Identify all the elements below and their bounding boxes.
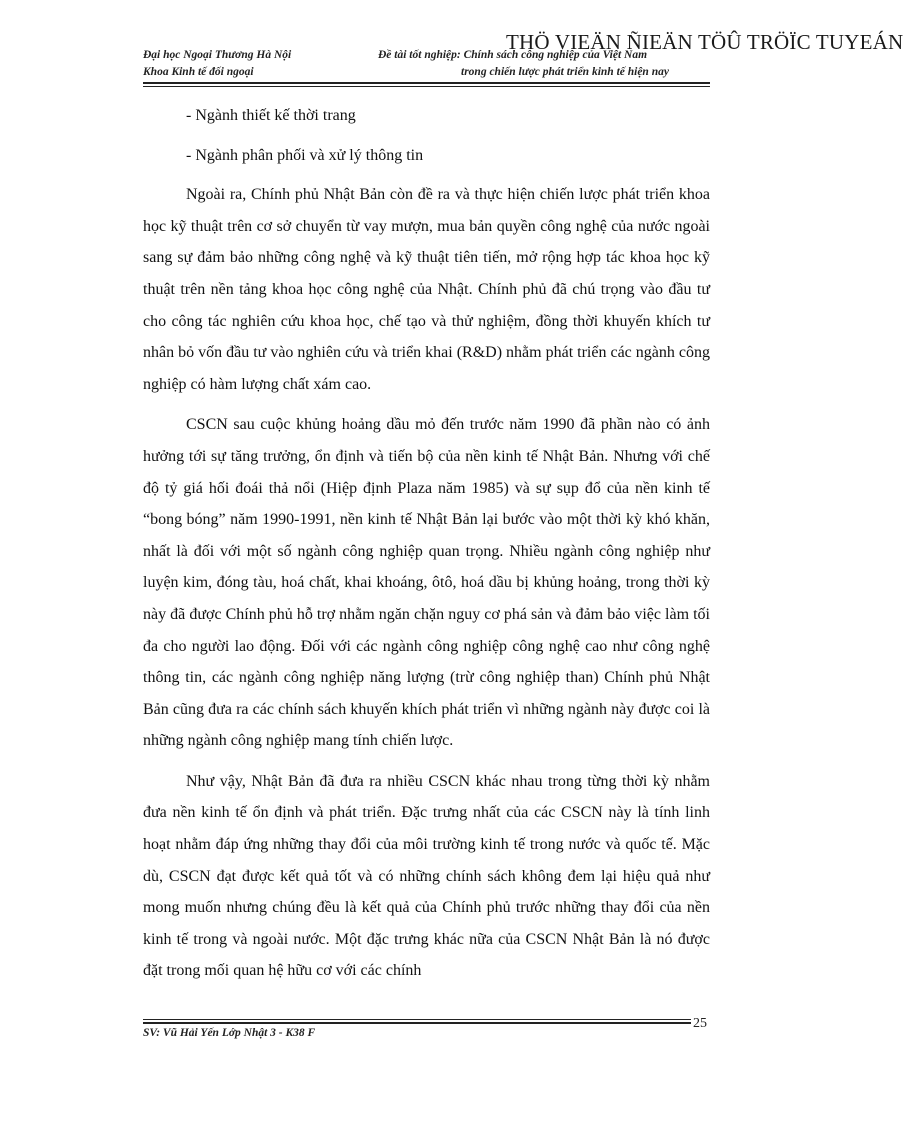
header-university: Đại học Ngoại Thương Hà Nội: [143, 49, 292, 61]
header-thesis-title: Đề tài tốt nghiệp: Chính sách công nghiệp của Việt Nam: [378, 49, 648, 61]
body-paragraph: Ngoài ra, Chính phủ Nhật Bản còn đề ra và thực hiện chiến lược phát triển khoa học kỹ thuật trên cơ sở chuyển từ vay mượn, mua bản quyền công nghệ của nước ngoài sang sự đảm bảo những công nghệ và kỹ thuật tiên tiến, mở rộng hợp tác khoa học kỹ thuật trên nền tảng khoa học công nghệ của Nhật. Chính phủ đã chú trọng vào đầu tư cho công tác nghiên cứu khoa học, chế tạo và thử nghiệm, đồng thời khuyến khích tư nhân bỏ vốn đầu tư vào nghiên cứu và triển khai (R&D) nhằm phát triển các ngành công nghiệp có hàm lượng chất xám cao.: [143, 186, 710, 393]
header-rule-thick: [143, 82, 710, 84]
bullet-item: - Ngành phân phối và xử lý thông tin: [186, 146, 424, 164]
body-paragraph: Như vậy, Nhật Bản đã đưa ra nhiều CSCN khác nhau trong từng thời kỳ nhằm đưa nền kinh tế ổn định và phát triển. Đặc trưng nhất của các CSCN này là tính linh hoạt nhằm đáp ứng những thay đổi của môi trường kinh tế trong nước và quốc tế. Mặc dù, CSCN đạt được kết quả tốt và có những chính sách không đem lại hiệu quả như mong muốn nhưng chúng đều là kết quả của Chính phủ trước những thay đổi của nền kinh tế trong và ngoài nước. Một đặc trưng khác nữa của CSCN Nhật Bản là nó được đặt trong mối quan hệ hữu cơ với các chính: [143, 772, 710, 980]
header-rule-thin: [143, 86, 710, 87]
page-number: 25: [693, 1016, 707, 1031]
page-body: [143, 100, 710, 996]
body-paragraph: CSCN sau cuộc khủng hoảng dầu mỏ đến trước năm 1990 đã phần nào có ảnh hưởng tới sự tăng trưởng, ổn định và tiến bộ của nền kinh tế Nhật Bản. Nhưng với chế độ tỷ giá hối đoái thả nổi (Hiệp định Plaza năm 1985) và sự sụp đổ của nền kinh tế “bong bóng” năm 1990-1991, nền kinh tế Nhật Bản lại bước vào một thời kỳ khó khăn, nhất là đối với một số ngành công nghiệp quan trọng. Nhiều ngành công nghiệp như luyện kim, đóng tàu, hoá chất, khai khoáng, ôtô, hoá dầu bị khủng hoảng, trong thời kỳ này đã được Chính phủ hỗ trợ nhằm ngăn chặn nguy cơ phá sản và đảm bảo việc làm tối đa cho người lao động. Đối với các ngành công nghiệp công nghệ cao như công nghệ thông tin, các ngành công nghiệp năng lượng (trừ công nghiệp than) Chính phủ Nhật Bản cũng đưa ra các chính sách khuyến khích phát triển vì những ngành này được coi là những ngành công nghiệp mang tính chiến lược.: [143, 416, 710, 750]
watermark-text: THÖ VIEÄN ÑIEÄN TÖÛ TRÖÏC TUYEÁN: [506, 30, 903, 54]
footer-rule-thick: [143, 1022, 691, 1024]
bullet-item: - Ngành thiết kế thời trang: [186, 107, 356, 124]
footer-author: SV: Vũ Hải Yến Lớp Nhật 3 - K38 F: [143, 1027, 316, 1039]
header-thesis-subtitle: trong chiến lược phát triển kinh tế hiện nay: [461, 66, 669, 78]
footer-rule-thin: [143, 1019, 691, 1020]
header-faculty: Khoa Kinh tế đối ngoại: [143, 66, 254, 78]
